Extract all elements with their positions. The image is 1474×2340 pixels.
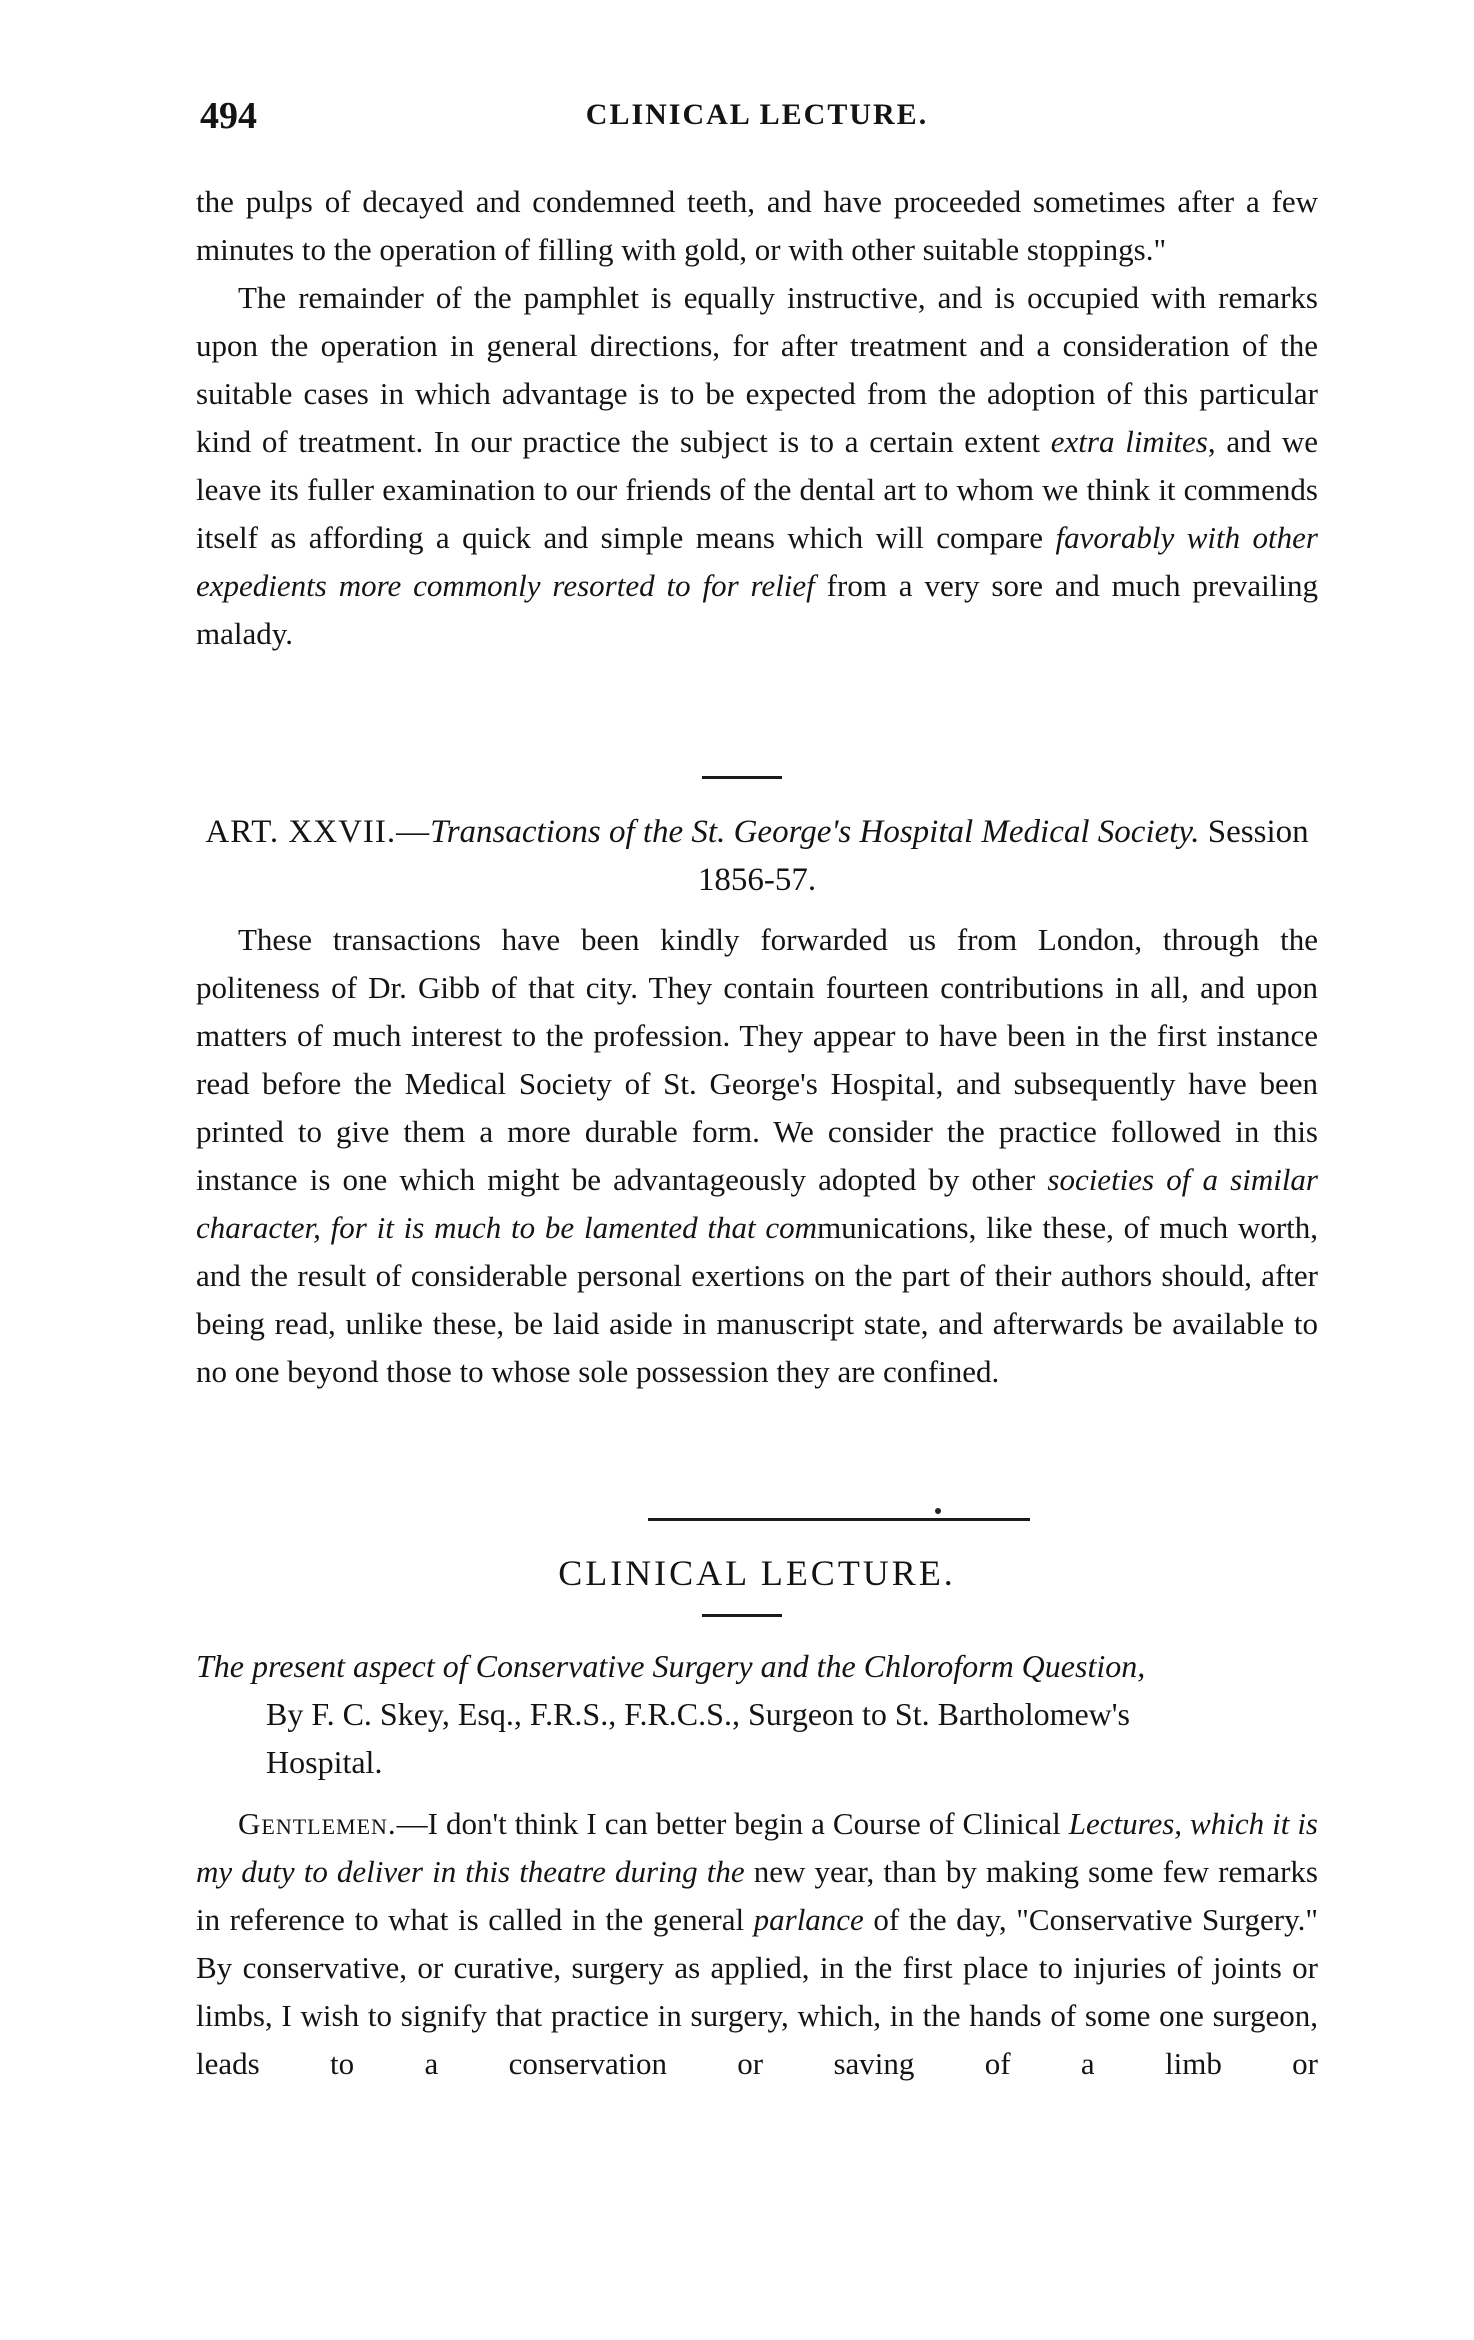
running-head: CLINICAL LECTURE. <box>585 98 929 131</box>
section-rule-long <box>648 1518 1030 1521</box>
clinical-lecture-heading: CLINICAL LECTURE. <box>558 1553 956 1593</box>
page-header <box>200 94 1314 144</box>
lecture-title-block <box>196 1642 1318 1786</box>
intro-paragraph-1: the pulps of decayed and condemned teeth, and have proceeded sometimes after a few minutes to the operation of filling with gold, or with other suitable stoppings." <box>196 184 1318 267</box>
article-paragraph: These transactions have been kindly forwarded us from London, through the politeness of Dr. Gibb of that city. They contain fourteen contributions in all, and upon matters of much interest to the profession. They appear to have been in the first instance read before the Medical Society of St. George's Hospital, and subsequently have been printed to give them a more durable form. We consider the practice followed in this instance is one which might be advantageously adopted by other societies of a similar character, for it is much to be lamented that communications, like these, of much worth, and the result of considerable personal exertions on the part of their authors should, after being read, unlike these, be laid aside in manuscript state, and afterwards be available to no one beyond those to whose sole possession they are confined. <box>196 922 1319 1389</box>
lecture-byline: By F. C. Skey, Esq., F.R.S., F.R.C.S., Surgeon to St. Bartholomew's <box>266 1696 1130 1732</box>
intro-text <box>196 178 1318 658</box>
article-title: Transactions of the St. George's Hospital Medical Society. <box>430 814 1200 850</box>
intro-paragraph-2: The remainder of the pamphlet is equally instructive, and is occupied with remarks upon the operation in general directions, for after treatment and a consideration of the suitable cases in which advantage is to be expected from the adoption of this particular kind of treatment. In our practice the subject is to a certain extent extra limites, and we leave its fuller examination to our friends of the dental art to whom we think it commends itself as affording a quick and simple means which will compare favorably with other expedients more commonly resorted to for relief from a very sore and much prevailing malady. <box>196 280 1318 651</box>
article-session: Session 1856-57. <box>697 814 1309 898</box>
page-number: 494 <box>200 95 257 137</box>
ink-dot <box>935 1508 941 1514</box>
lecture-byline-2: Hospital. <box>266 1744 383 1780</box>
lecture-paragraph: Gentlemen.—I don't think I can better begin a Course of Clinical Lectures, which it is my duty to deliver in this theatre during the new year, than by making some few remarks in reference to what is called in the general parlance of the day, "Conservative Surgery." By conservative, or curative, surgery as applied, in the first place to injuries of joints or limbs, I wish to signify that practice in surgery, which, in the hands of some one surgeon, leads to a conservation or saving of a limb or <box>196 1806 1318 2081</box>
lecture-title: The present aspect of Conservative Surgery and the Chloroform Question, <box>196 1648 1146 1684</box>
lecture-body <box>196 1800 1318 2088</box>
section-rule <box>702 1614 782 1617</box>
article-heading <box>196 808 1318 904</box>
section-rule <box>702 776 782 779</box>
article-label: ART. XXVII.— <box>205 814 431 850</box>
article-body <box>196 916 1318 1396</box>
